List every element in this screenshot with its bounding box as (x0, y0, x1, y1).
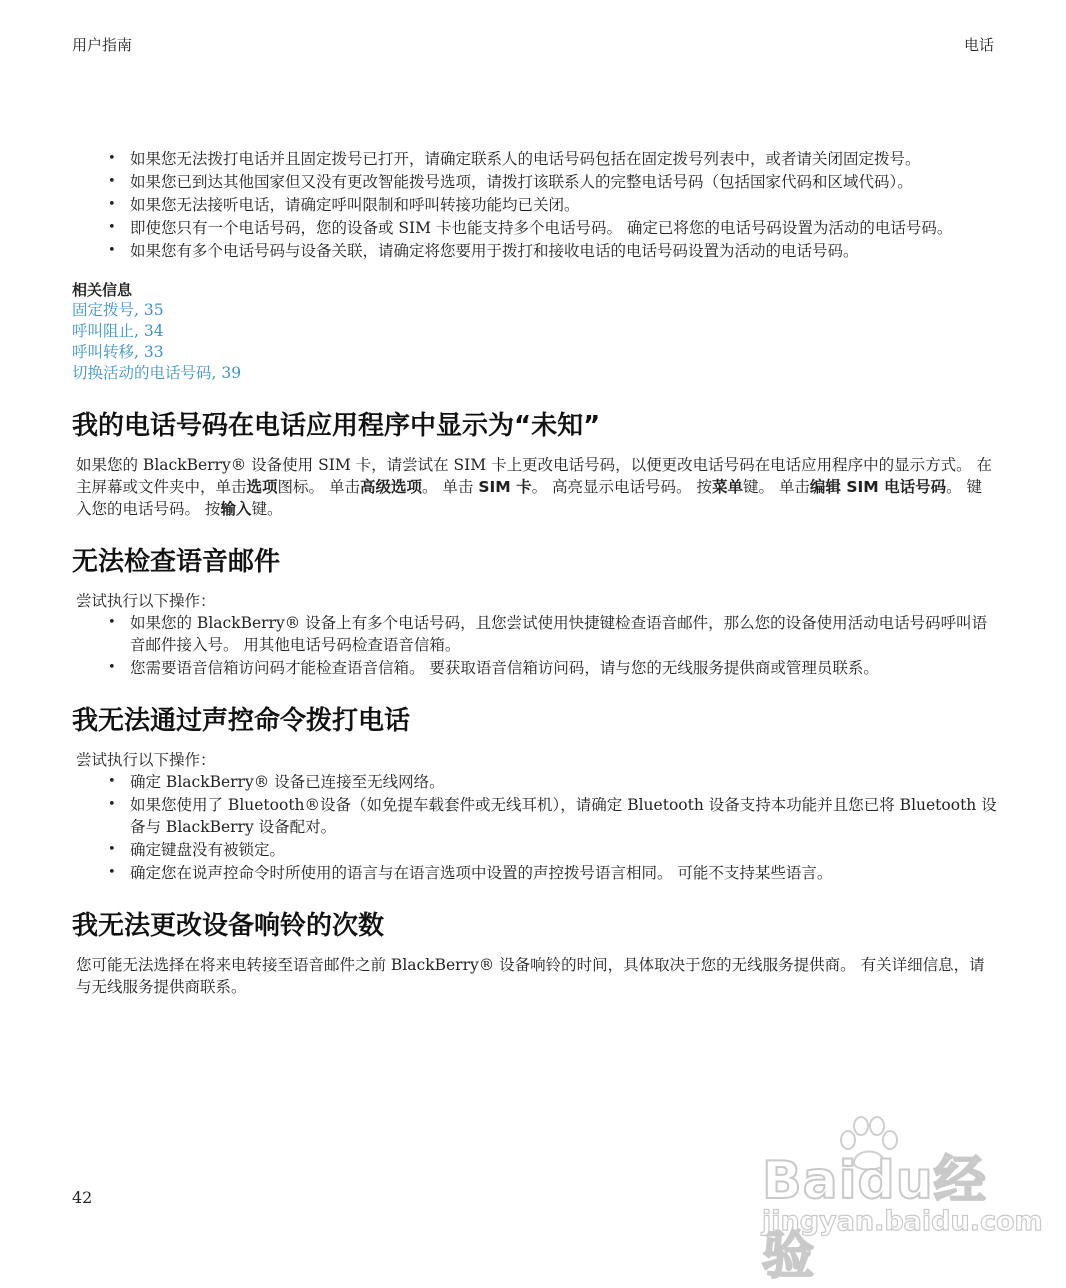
ui-term: SIM 卡 (478, 478, 532, 496)
list-item: • 如果您已到达其他国家但又没有更改智能拨号选项，请拨打该联系人的完整电话号码（包括国家代码和区域代码）。 (108, 171, 997, 193)
list-item: • 如果您无法拨打电话并且固定拨号已打开，请确定联系人的电话号码包括在固定拨号列表中，或者请关闭固定拨号。 (108, 148, 997, 170)
list-item: • 确定您在说声控命令时所使用的语言与在语言选项中设置的声控拨号语言相同。 可能不支持某些语言。 (108, 862, 997, 884)
section-paragraph (76, 454, 997, 520)
watermark-logo-text: Baidu经验 (762, 1151, 987, 1286)
ui-term: 输入 (220, 500, 252, 518)
section-intro: 尝试执行以下操作： (76, 751, 216, 769)
section-title-unknown-number: 我的电话号码在电话应用程序中显示为“未知” (72, 411, 601, 441)
list-item: • 如果您有多个电话号码与设备关联，请确定将您要用于拨打和接收电话的电话号码设置为活动的电话号码。 (108, 240, 997, 262)
text-run: 图标。 单击 (277, 478, 360, 496)
voicemail-list (108, 612, 997, 679)
list-item: • 确定键盘没有被锁定。 (108, 839, 997, 861)
page-content (72, 148, 997, 998)
section-title-voice-command: 我无法通过声控命令拨打电话 (72, 706, 411, 736)
list-item: • 如果您无法接听电话，请确定呼叫限制和呼叫转接功能均已关闭。 (108, 194, 997, 216)
text-run: 键。 (251, 500, 283, 518)
section-intro: 尝试执行以下操作： (76, 592, 216, 610)
voice-command-list (108, 771, 997, 884)
section-paragraph: 您可能无法选择在将来电转接至语音邮件之前 BlackBerry® 设备响铃的时间，具体取决于您的无线服务提供商。 有关详细信息，请与无线服务提供商联系。 (76, 956, 985, 996)
page-number: 42 (72, 1188, 93, 1207)
running-header-right: 电话 (963, 36, 994, 54)
text-run: 。 键入您的电话号码。 按 (76, 478, 983, 518)
ui-term: 选项 (246, 478, 278, 496)
text-run: 。 高亮显示电话号码。 按 (531, 478, 712, 496)
running-header-left: 用户指南 (72, 36, 133, 54)
list-item: • 您需要语音信箱访问码才能检查语音信箱。 要获取语音信箱访问码，请与您的无线服务提供商或管理员联系。 (108, 657, 997, 679)
text-run: 如果您的 BlackBerry® 设备使用 SIM 卡，请尝试在 SIM 卡上更改电话号码，以便更改电话号码在电话应用程序中的显示方式。 在主屏幕或文件夹中，单击 (76, 456, 993, 496)
ui-term: 编辑 SIM 电话号码 (809, 478, 947, 496)
watermark-url: jingyan.baidu.com (762, 1206, 1043, 1237)
text-run: 。 单击 (421, 478, 479, 496)
related-links (72, 300, 997, 384)
troubleshoot-list (108, 148, 997, 262)
list-item: • 即使您只有一个电话号码，您的设备或 SIM 卡也能支持多个电话号码。 确定已将您的电话号码设置为活动的电话号码。 (108, 217, 997, 239)
section-title-voicemail: 无法检查语音邮件 (72, 547, 281, 577)
baidu-watermark (752, 1118, 1043, 1286)
list-item: • 如果您使用了 Bluetooth®设备（如免提车载套件或无线耳机），请确定 Bluetooth 设备支持本功能并且您已将 Bluetooth 设备与 BlackBerry 设备配对。 (108, 794, 997, 838)
ui-term: 高级选项 (359, 478, 422, 496)
list-item: • 如果您的 BlackBerry® 设备上有多个电话号码，且您尝试使用快捷键检查语音邮件，那么您的设备使用活动电话号码呼叫语音邮件接入号。 用其他电话号码检查语音信箱。 (108, 612, 997, 656)
ui-term: 菜单 (711, 478, 743, 496)
related-link-call-forwarding[interactable]: 呼叫转移, 33 (72, 343, 164, 361)
section-title-ring-count: 我无法更改设备响铃的次数 (72, 911, 385, 941)
related-link-switch-active-number[interactable]: 切换活动的电话号码, 39 (72, 364, 242, 382)
related-link-fixed-dialing[interactable]: 固定拨号, 35 (72, 301, 164, 319)
related-info-heading: 相关信息 (72, 281, 133, 299)
list-item: • 确定 BlackBerry® 设备已连接至无线网络。 (108, 771, 997, 793)
related-link-call-barring[interactable]: 呼叫阻止, 34 (72, 322, 164, 340)
text-run: 键。 单击 (742, 478, 810, 496)
